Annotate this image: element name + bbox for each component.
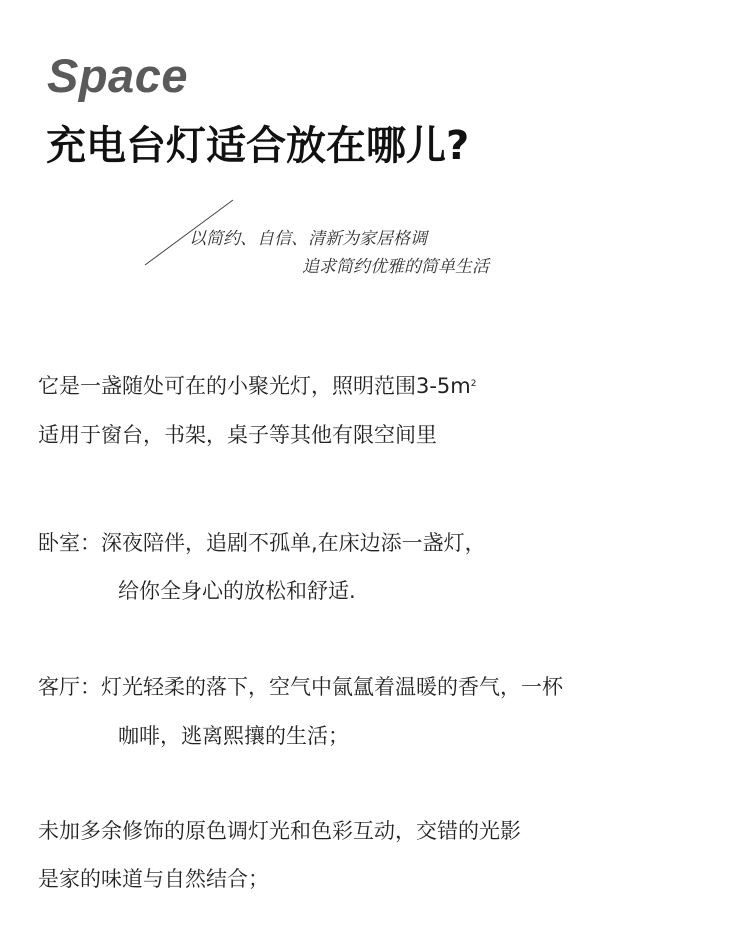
living-room-line-2: 咖啡，逃离熙攘的生活；: [118, 724, 349, 748]
living-room-line-1: 客厅：灯光轻柔的落下，空气中氤氲着温暖的香气，一杯: [38, 675, 563, 699]
closing-line-1: 未加多余修饰的原色调灯光和色彩互动，交错的光影: [38, 819, 521, 843]
slogan-line-1: 以简约、自信、清新为家居格调: [189, 229, 427, 249]
area-superscript: 2: [470, 379, 477, 389]
bedroom-line-1: 卧室：深夜陪伴，追剧不孤单,在床边添一盏灯，: [38, 531, 486, 555]
intro-line-1: [38, 372, 477, 400]
closing-line-2: 是家的味道与自然结合；: [38, 867, 269, 891]
brand-wordmark: Space: [47, 49, 188, 102]
slogan-line-2: 追求简约优雅的简单生活: [302, 257, 489, 277]
intro-line-2: 适用于窗台，书架，桌子等其他有限空间里: [38, 423, 437, 447]
bedroom-line-2: 给你全身心的放松和舒适.: [118, 579, 356, 603]
page-title: 充电台灯适合放在哪儿?: [46, 123, 470, 169]
intro-line-1-text: 它是一盏随处可在的小聚光灯，照明范围3-5m: [38, 374, 471, 398]
